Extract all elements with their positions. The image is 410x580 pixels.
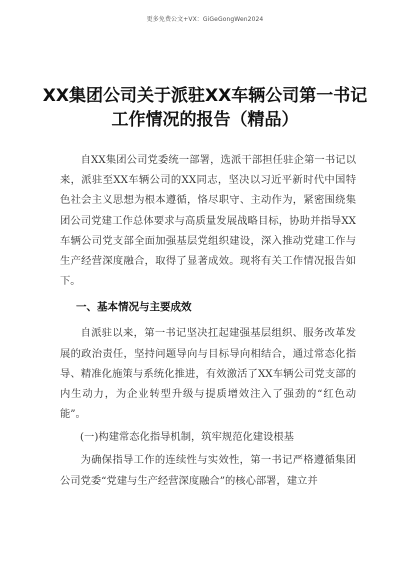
subsection-heading: (一)构建常态化指导机制，筑牢规范化建设根基	[80, 431, 294, 444]
header-note: 更多免费公文+VX：GiGeGongWen2024	[146, 16, 264, 23]
section-paragraph: 自派驻以来，第一书记坚决扛起建强基层组织、服务改革发展的政治责任，坚持问题导向与目标导向相结合，通过常态化指导、精准化施策与系统化推进，有效激活了XX车辆公司党支部的内生动力，为企业转型升级与提质增效注入了强劲的“红色动能”。	[60, 327, 356, 421]
section-heading: 一、基本情况与主要成效	[76, 301, 192, 314]
document-body	[60, 150, 356, 491]
intro-paragraph: 自XX集团公司党委统一部署，选派干部担任驻企第一书记以来，派驻至XX车辆公司的XX同志，坚决以习近平新时代中国特色社会主义思想为根本遵循，恪尽职守、主动作为，紧密围绕集团公司党建工作总体要求与高质量发展战略目标，协助并指导XX车辆公司党支部全面加强基层党组织建设，深入推动党建工作与生产经营深度融合，取得了显著成效。现将有关工作情况报告如下。	[60, 154, 356, 288]
subsection-paragraph: 为确保指导工作的连续性与实效性，第一书记严格遵循集团公司党委“党建与生产经营深度融合”的核心部署，建立并	[60, 454, 356, 487]
document-title: XX集团公司关于派驻XX车辆公司第一书记工作情况的报告（精品）	[42, 86, 368, 130]
